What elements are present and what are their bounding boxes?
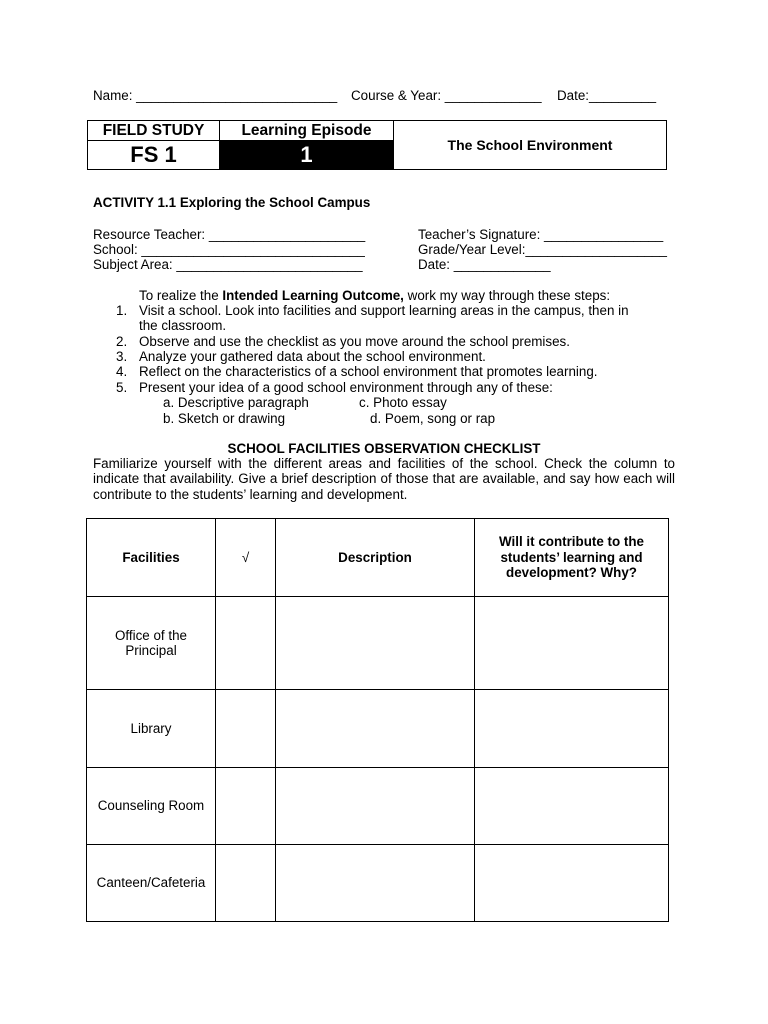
step-number: 4. (116, 364, 128, 379)
check-cell[interactable] (216, 597, 276, 690)
contribution-cell[interactable] (475, 768, 669, 845)
step-text: Reflect on the characteristics of a school environment that promotes learning. (139, 364, 598, 379)
activity-title: ACTIVITY 1.1 Exploring the School Campus (93, 195, 371, 210)
steps-intro-before: To realize the (139, 288, 223, 303)
name-field[interactable]: Name: ___________________________ (93, 88, 338, 103)
table-row (87, 690, 669, 768)
resource-teacher-field[interactable]: Resource Teacher: _____________________ (93, 227, 366, 242)
facility-name: Library (87, 690, 216, 768)
column-header-contribution: Will it contribute to the students’ learning and development? Why? (475, 519, 669, 597)
step-text: the classroom. (139, 318, 227, 333)
teacher-signature-field[interactable]: Teacher’s Signature: ________________ (418, 227, 664, 242)
contribution-cell[interactable] (475, 690, 669, 768)
steps-intro (139, 288, 610, 303)
facility-name: Counseling Room (87, 768, 216, 845)
facility-name: Office of the Principal (87, 597, 216, 690)
check-cell[interactable] (216, 845, 276, 922)
check-cell[interactable] (216, 768, 276, 845)
description-cell[interactable] (276, 597, 475, 690)
option-d: d. Poem, song or rap (370, 411, 496, 426)
option-b: b. Sketch or drawing (163, 411, 286, 426)
column-header-description: Description (276, 519, 475, 597)
table-row (87, 597, 669, 690)
step-number: 2. (116, 334, 128, 349)
steps-intro-bold: Intended Learning Outcome, (222, 288, 404, 303)
episode-title: The School Environment (447, 137, 613, 153)
course-year-field[interactable]: Course & Year: _____________ (351, 88, 542, 103)
checklist-intro: Familiarize yourself with the different areas and facilities of the school. Check the column to indicate that availability. Give a brief description of those that are available, and say how each will contribute to the students’ learning and development. (93, 456, 675, 502)
step-text: Analyze your gathered data about the school environment. (139, 349, 486, 364)
table-header-row (87, 519, 669, 597)
info-date-field[interactable]: Date: _____________ (418, 257, 551, 272)
subject-area-field[interactable]: Subject Area: _________________________ (93, 257, 363, 272)
facility-name: Canteen/Cafeteria (87, 845, 216, 922)
episode-number: 1 (220, 141, 394, 169)
steps-intro-after: work my way through these steps: (403, 288, 611, 303)
check-cell[interactable] (216, 690, 276, 768)
option-a: a. Descriptive paragraph (163, 395, 309, 410)
contribution-cell[interactable] (475, 597, 669, 690)
description-cell[interactable] (276, 845, 475, 922)
date-field[interactable]: Date:_________ (557, 88, 657, 103)
step-text: Visit a school. Look into facilities and support learning areas in the campus, then in (139, 303, 629, 318)
header-box (87, 120, 667, 170)
step-number: 3. (116, 349, 128, 364)
step-number: 5. (116, 380, 128, 395)
step-text: Observe and use the checklist as you move around the school premises. (139, 334, 570, 349)
column-header-facilities: Facilities (87, 519, 216, 597)
column-header-check: √ (216, 519, 276, 597)
step-number: 1. (116, 303, 128, 318)
learning-episode-label: Learning Episode (220, 121, 394, 141)
table-row (87, 845, 669, 922)
grade-level-field[interactable]: Grade/Year Level:___________________ (418, 242, 667, 257)
step-text: Present your idea of a good school environment through any of these: (139, 380, 553, 395)
school-field[interactable]: School: ______________________________ (93, 242, 365, 257)
field-study-label: FIELD STUDY (88, 121, 220, 141)
description-cell[interactable] (276, 768, 475, 845)
contribution-cell[interactable] (475, 845, 669, 922)
table-row (87, 768, 669, 845)
facilities-table (86, 518, 669, 922)
option-c: c. Photo essay (359, 395, 447, 410)
description-cell[interactable] (276, 690, 475, 768)
checklist-title: SCHOOL FACILITIES OBSERVATION CHECKLIST (227, 441, 541, 456)
fs-label: FS 1 (88, 141, 220, 169)
